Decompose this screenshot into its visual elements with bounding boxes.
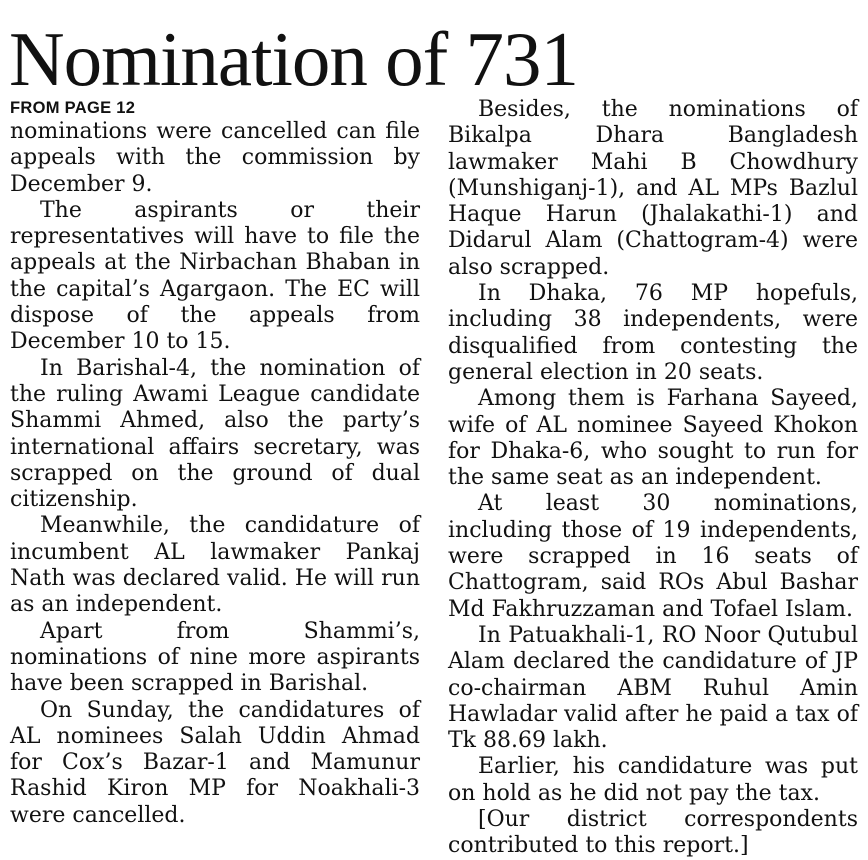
article-paragraph: At least 30 nominations, including those of 19 independents, were scrapped in 16 seats of Chattogram, said ROs Abul Bashar Md Fakhruzzaman and Tofael Islam. xyxy=(448,491,858,622)
article-paragraph: Among them is Farhana Sayeed, wife of AL nominee Sayeed Khokon for Dhaka-6, who sought to run for the same seat as an independent. xyxy=(448,386,858,491)
article-paragraph: nominations were cancelled can file appeals with the commission by December 9. xyxy=(10,119,420,197)
article-paragraph: On Sunday, the candidatures of AL nominees Salah Uddin Ahmad for Cox’s Bazar-1 and Mamunur Rashid Kiron MP for Noakhali-3 were cancelled. xyxy=(10,697,420,828)
headline: Nomination of 731 xyxy=(9,16,578,102)
article-column-right xyxy=(448,97,858,860)
article-paragraph: [Our district correspondents contributed to this report.] xyxy=(448,807,858,859)
article-paragraph: In Patuakhali-1, RO Noor Qutubul Alam declared the candidature of JP co-chairman ABM Ruhul Amin Hawladar valid after he paid a tax of Tk 88.69 lakh. xyxy=(448,622,858,754)
article-paragraph: In Barishal-4, the nomination of the ruling Awami League candidate Shammi Ahmed, also the party’s international affairs secretary, was scrapped on the ground of dual citizenship. xyxy=(10,355,420,513)
article-paragraph: Besides, the nominations of Bikalpa Dhara Bangladesh lawmaker Mahi B Chowdhury (Munshiganj-1), and AL MPs Bazlul Haque Harun (Jhalakathi-1) and Didarul Alam (Chattogram-4) were also scrapped. xyxy=(448,97,858,280)
article-paragraph: Apart from Shammi’s, nominations of nine more aspirants have been scrapped in Barishal. xyxy=(10,618,420,697)
article-paragraph: Meanwhile, the candidature of incumbent AL lawmaker Pankaj Nath was declared valid. He will run as an independent. xyxy=(10,513,420,618)
jump-label: FROM PAGE 12 xyxy=(10,99,136,117)
article-paragraph: Earlier, his candidature was put on hold as he did not pay the tax. xyxy=(448,754,858,806)
article-paragraph: The aspirants or their representatives will have to file the appeals at the Nirbachan Bhaban in the capital’s Agargaon. The EC will dispose of the appeals from December 10 to 15. xyxy=(10,197,420,355)
article-paragraph: In Dhaka, 76 MP hopefuls, including 38 independents, were disqualified from contesting the general election in 20 seats. xyxy=(448,281,858,385)
article-column-left xyxy=(10,97,420,829)
